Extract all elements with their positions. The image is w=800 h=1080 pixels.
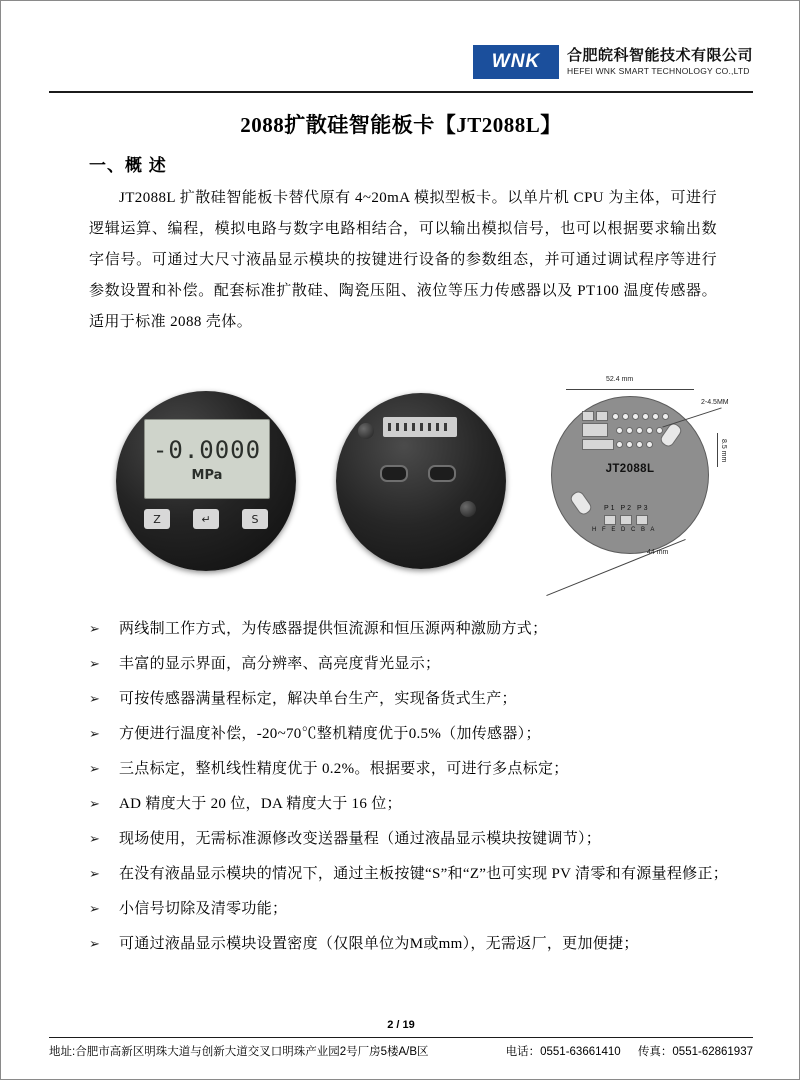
feature-text: 两线制工作方式，为传感器提供恒流源和恒压源两种激励方式； — [119, 621, 548, 637]
feature-text: AD 精度大于 20 位，DA 精度大于 16 位； — [119, 796, 402, 812]
pcb-pads-top — [612, 413, 669, 420]
list-item — [89, 862, 749, 897]
pcb-pads-mid — [616, 427, 663, 434]
feature-text: 丰富的显示界面，高分辨率、高亮度背光显示； — [119, 656, 441, 672]
list-item — [89, 932, 749, 967]
header-divider — [49, 91, 753, 93]
key-enter: ↵ — [193, 509, 219, 529]
footer-fax: 传真：0551-62861937 — [637, 1046, 753, 1058]
lcd-display — [144, 419, 270, 499]
pcb-model-label: JT2088L — [605, 463, 655, 475]
dim-label-hole: 2-4.5MM — [701, 399, 729, 406]
mounting-slot-right — [428, 465, 456, 482]
pcb-component-1 — [582, 411, 594, 421]
company-name-en: HEFEI WNK SMART TECHNOLOGY CO.,LTD — [566, 65, 750, 76]
pcb-dimension-drawing — [521, 371, 746, 606]
device-keypad — [144, 509, 268, 529]
device-front-photo — [116, 391, 296, 571]
page-footer — [49, 1043, 753, 1059]
dim-line-top — [566, 389, 694, 390]
list-item — [89, 897, 749, 932]
dim-label-width: 52.4 mm — [606, 376, 634, 383]
bullet-arrow-icon: ➢ — [89, 692, 100, 707]
page-header — [49, 35, 753, 93]
list-item — [89, 652, 749, 687]
list-item — [89, 722, 749, 757]
lcd-unit: MPa — [191, 468, 223, 483]
page-title: 2088扩散硅智能板卡【JT2088L】 — [240, 113, 562, 137]
footer-divider — [49, 1037, 753, 1038]
pcb-pin-block-3 — [636, 515, 648, 525]
screw-icon-bottom — [460, 501, 476, 517]
pcb-pin-block-2 — [620, 515, 632, 525]
list-item — [89, 687, 749, 722]
dim-line-right — [717, 433, 718, 467]
feature-text: 小信号切除及清零功能； — [119, 901, 288, 917]
lcd-value: -0.0000 — [152, 436, 262, 464]
pcb-pin-labels: P1 P2 P3 — [604, 505, 650, 512]
bullet-arrow-icon: ➢ — [89, 867, 100, 882]
section-heading-overview: 一、概 述 — [89, 156, 167, 175]
pcb-component-2 — [596, 411, 608, 421]
bullet-arrow-icon: ➢ — [89, 937, 100, 952]
dim-label-height: 8.5 mm — [720, 439, 727, 463]
pcb-pin-block-1 — [604, 515, 616, 525]
company-logo — [473, 45, 753, 79]
list-item — [89, 617, 749, 652]
list-item — [89, 792, 749, 827]
bullet-arrow-icon: ➢ — [89, 832, 100, 847]
pcb-mounting-hole-1 — [658, 421, 683, 449]
company-name-cn: 合肥皖科智能技术有限公司 — [566, 47, 753, 65]
footer-contact — [492, 1043, 753, 1059]
feature-text: 可按传感器满量程标定，解决单台生产，实现备货式生产； — [119, 691, 517, 707]
mounting-slot-left — [380, 465, 408, 482]
wnk-logo-icon: WNK — [473, 45, 559, 79]
device-back-photo — [336, 393, 506, 569]
feature-text: 三点标定，整机线性精度优于 0.2%。根据要求，可进行多点标定； — [119, 761, 569, 777]
screw-icon-top — [358, 423, 374, 439]
bullet-arrow-icon: ➢ — [89, 762, 100, 777]
pcb-pads-low — [616, 441, 653, 448]
key-z: Z — [144, 509, 170, 529]
list-item — [89, 827, 749, 862]
company-name-block — [567, 47, 753, 76]
overview-paragraph: JT2088L 扩散硅智能板卡替代原有 4~20mA 模拟型板卡。以单片机 CPU 为主体，可进行逻辑运算、编程，模拟电路与数字电路相结合，可以输出模拟信号，也可以根据要求输出数字信号。可通过大尺寸液晶显示模块的按键进行设备的参数组态，并可通过调试程序等进行参数设置和补偿。配套标准扩散硅、陶瓷压阻、液位等压力传感器以及 PT100 温度传感器。适用于标准 2088 壳体。 — [89, 190, 717, 330]
footer-phone: 电话：0551-63661410 — [505, 1046, 621, 1058]
bullet-arrow-icon: ➢ — [89, 657, 100, 672]
dim-label-bottom: 44 mm — [647, 549, 669, 556]
feature-text: 方便进行温度补偿，-20~70℃整机精度优于0.5%（加传感器）； — [119, 726, 541, 742]
feature-list — [89, 617, 749, 967]
pin-connector-icon — [383, 417, 457, 437]
pcb-component-3 — [582, 423, 608, 437]
bullet-arrow-icon: ➢ — [89, 902, 100, 917]
bullet-arrow-icon: ➢ — [89, 727, 100, 742]
bullet-arrow-icon: ➢ — [89, 622, 100, 637]
pcb-component-4 — [582, 439, 614, 450]
feature-text: 现场使用，无需标准源修改变送器量程（通过液晶显示模块按键调节）； — [119, 831, 602, 847]
feature-text: 在没有液晶显示模块的情况下，通过主板按键“S”和“Z”也可实现 PV 清零和有源量程修正； — [119, 866, 729, 882]
key-s: S — [242, 509, 268, 529]
product-figures — [61, 371, 751, 611]
feature-text: 可通过液晶显示模块设置密度（仅限单位为M或mm），无需返厂，更加便捷； — [119, 936, 639, 952]
footer-address: 地址:合肥市高新区明珠大道与创新大道交叉口明珠产业园2号厂房5楼A/B区 — [49, 1046, 429, 1058]
pcb-bottom-row-labels: H F E D C B A — [592, 527, 657, 533]
list-item — [89, 757, 749, 792]
page-number: 2 / 19 — [387, 1019, 415, 1031]
pcb-mounting-hole-2 — [568, 489, 593, 517]
bullet-arrow-icon: ➢ — [89, 797, 100, 812]
